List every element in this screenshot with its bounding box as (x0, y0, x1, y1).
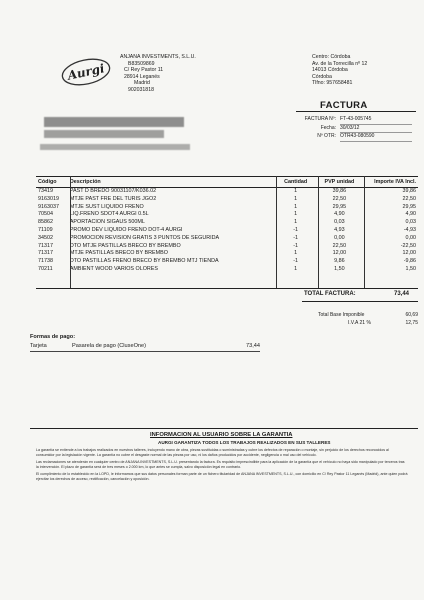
row-amount: 39,86 (402, 188, 417, 194)
row-amount: 29,95 (402, 203, 417, 210)
row-unit-price: 22,50 (332, 242, 347, 249)
payment-detail: Pasarela de pago (CluseOne) (72, 343, 147, 349)
notice-body (36, 448, 408, 484)
center-city: Córdoba (312, 73, 332, 80)
column-divider (70, 176, 71, 288)
row-code: 71317 (38, 242, 53, 249)
tax-breakdown (304, 311, 418, 327)
invoice-otr: OTR43-080590 (340, 133, 412, 142)
row-quantity: 1 (294, 219, 298, 226)
column-divider (318, 176, 319, 288)
redacted-customer-name (44, 117, 184, 127)
payment-heading: Formas de pago: (30, 334, 76, 340)
row-description: LIQ.FRENO SDOT4 AURGI 0.5L (69, 211, 149, 218)
row-description: PROMO DEV LIQUIDO FRENO DOT-4 AURGI (69, 226, 183, 233)
table-row (36, 243, 418, 251)
row-amount: -4,93 (403, 226, 417, 233)
invoice-number: FT-43-005745 (340, 116, 412, 125)
row-description: AMBIENT WOOD VARIOS OLORES (69, 265, 158, 272)
company-street: C/ Rey Pastor 11 (124, 67, 164, 74)
row-description: DTO PASTILLAS FRENO BRECO BY BREMBO MTJ TIENDA (69, 258, 219, 265)
row-description: APORTACION SIGAUS 500ML (69, 219, 145, 226)
notice-title: INFORMACION AL USUARIO SOBRE LA GARANTIA (150, 432, 293, 438)
row-quantity: 1 (294, 211, 298, 218)
row-unit-price: 0,00 (334, 234, 345, 241)
line-items-table (36, 176, 418, 274)
header-unit-price: PVP unidad (324, 179, 355, 185)
row-amount: -22,50 (400, 242, 417, 249)
row-unit-price: 12,00 (332, 250, 347, 257)
row-quantity: -1 (293, 242, 299, 249)
table-row (36, 266, 418, 274)
table-row (36, 188, 418, 196)
row-amount: 12,00 (402, 250, 417, 257)
notice-paragraph: La garantía se extiende a los trabajos realizados en nuestros talleres, incluyendo mano de obra, piezas sustituidas o suministradas y cubre los defectos de reparación o montaje, sin perjuicio de los derechos reconocidos al consumidor por la legislación vigente. La garantía no cubre el desgaste normal de las piezas por uso, ni los daños producidos por accidente, negligencia o mal uso del vehículo. (36, 448, 389, 457)
redacted-customer-address (44, 130, 164, 138)
redacted-customer-city (40, 144, 190, 150)
center-zip: 14013 Córdoba (312, 67, 348, 74)
row-amount: 0,03 (405, 219, 417, 226)
row-code: 9163019 (38, 195, 59, 202)
iva-label: I.V.A 21 % (348, 320, 371, 326)
table-bottom-rule (36, 288, 418, 289)
row-description: MTJE PAST FRE DEL TURIS JGO2 (69, 195, 157, 202)
notice-paragraph: Las reclamaciones se atenderán en cualquier centro de ANJANA INVESTMENTS, S.L.U. presentando la factura. Es requisito imprescindible para la aplicación de la garantía que el vehículo no haya sido manipulado por terceros tras la intervención. El plazo de garantía será de tres meses o 2.000 km, lo que antes se cumpla, salvo disposición legal en contrario. (36, 460, 405, 469)
invoice-date: 30/03/12 (340, 125, 412, 134)
row-unit-price: 39,86 (332, 188, 347, 194)
aurgi-logo (60, 58, 112, 86)
column-divider (276, 176, 277, 288)
row-unit-price: 1,50 (334, 265, 345, 272)
row-code: 70211 (38, 265, 53, 272)
row-unit-price: 0,03 (334, 219, 345, 226)
row-code: 34502 (38, 234, 53, 241)
row-amount: 0,00 (405, 234, 417, 241)
payment-amount: 73,44 (246, 343, 260, 349)
row-quantity: 1 (294, 265, 298, 272)
row-quantity: -1 (293, 234, 299, 241)
table-row (36, 227, 418, 235)
row-code: 71317 (38, 250, 53, 257)
header-code: Código (38, 179, 57, 185)
base-value: 60,69 (405, 312, 418, 318)
company-cif: B83509869 (128, 60, 155, 67)
table-row (36, 250, 418, 258)
center-tel: Tlfno: 957658481 (312, 80, 353, 87)
row-unit-price: 4,90 (334, 211, 345, 218)
row-code: 73419 (38, 188, 53, 194)
row-unit-price: 29,95 (332, 203, 347, 210)
row-code: 71109 (38, 226, 53, 233)
header-amount: Importe IVA Incl. (374, 179, 417, 185)
row-code: 71738 (38, 258, 53, 265)
iva-value: 12,75 (405, 320, 418, 326)
company-province: Madrid (134, 80, 150, 87)
center-label: Centro: Córdoba (312, 54, 351, 60)
row-amount: 22,50 (402, 195, 417, 202)
table-body (36, 188, 418, 274)
row-amount: -9,86 (403, 258, 417, 265)
total-label: TOTAL FACTURA: (304, 291, 356, 297)
company-city: 28914 Leganés (124, 73, 160, 80)
row-amount: 4,90 (405, 211, 417, 218)
column-divider (364, 176, 365, 288)
payment-method: Tarjeta (30, 343, 47, 349)
notice-subtitle: AURGI GARANTIZA TODOS LOS TRABAJOS REALIZADOS EN SUS TALLERES (158, 440, 331, 445)
center-info (312, 54, 367, 87)
row-amount: 1,50 (405, 265, 417, 272)
center-address: Av. de la Torrecilla nº 12 (312, 60, 368, 67)
row-code: 85862 (38, 219, 53, 226)
totals-box (304, 291, 410, 297)
logo-text: Aurgi (66, 61, 106, 83)
header-description: Descripción (69, 179, 101, 185)
company-name: ANJANA INVESTMENTS, S.L.U. (120, 54, 196, 60)
row-quantity: 1 (294, 195, 298, 202)
table-row (36, 219, 418, 227)
row-description: PAST D BREDO 90031107/K036.02 (69, 188, 157, 194)
header-quantity: Cantidad (284, 179, 308, 185)
table-row (36, 196, 418, 204)
notice-paragraph: El cumplimiento de lo establecido en la LOPD, le informamos que sus datos personales forman parte de un fichero titularidad de ANJANA INVESTMENTS, S.L.U., con domicilio en C/ Rey Pastor 11 Leganés (Madrid), ante quien podrá ejercitar los derechos de acceso, rectificación, cancelación y oposición. (36, 472, 408, 481)
row-unit-price: 4,93 (334, 226, 345, 233)
invoice-meta (298, 116, 412, 142)
row-quantity: 1 (294, 188, 298, 194)
row-description: MTJE PASTILLAS BRECO BY BREMBO (69, 250, 168, 257)
row-unit-price: 9,86 (334, 258, 345, 265)
invoice-date-label: Fecha: (320, 124, 336, 131)
row-quantity: -1 (293, 258, 299, 265)
title-rule (296, 111, 416, 112)
row-description: DTO MTJE PASTILLAS BRECO BY BREMBO (69, 242, 181, 249)
row-unit-price: 22,50 (332, 195, 347, 202)
total-value: 73,44 (394, 291, 410, 297)
company-phone: 902031818 (128, 86, 154, 93)
row-description: MTJE SUST LIQUIDO FRENO (69, 203, 144, 210)
table-row (36, 204, 418, 212)
invoice-title: FACTURA (320, 100, 368, 111)
payment-section (30, 333, 260, 352)
table-row (36, 211, 418, 219)
base-label: Total Base Imponible (318, 312, 365, 318)
row-code: 70504 (38, 211, 53, 218)
table-row (36, 258, 418, 266)
row-quantity: -1 (293, 226, 299, 233)
row-code: 9163037 (38, 203, 59, 210)
invoice-number-label: FACTURA Nº: (304, 116, 336, 122)
table-header (36, 176, 418, 188)
totals-rule (302, 301, 418, 302)
row-quantity: 1 (294, 203, 298, 210)
company-info (120, 54, 196, 94)
table-row (36, 235, 418, 243)
notice-rule (30, 428, 418, 429)
row-description: PROMOCION REVISION GRATIS 3 PUNTOS DE SEGURIDA (69, 234, 220, 241)
row-quantity: 1 (294, 250, 298, 257)
invoice-otr-label: Nº OTR: (317, 133, 336, 139)
